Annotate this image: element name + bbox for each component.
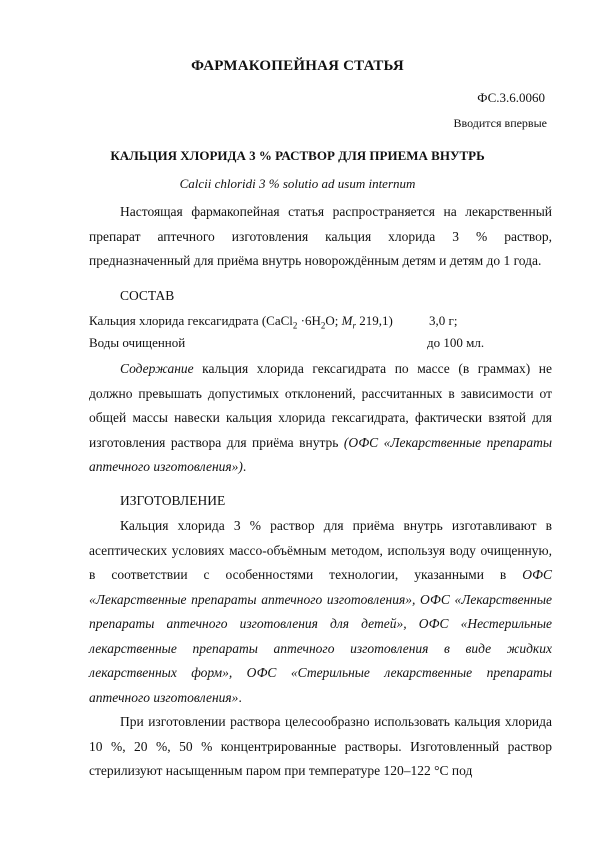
content-paragraph: Содержание кальция хлорида гексагидрата по массе (в граммах) не должно превышать допустимых отклонений, рассчитанных в зависимости от общей массы навески кальция хлорида гексагидрата, фактически взятой для изготовления раствора для приёма внутрь (ОФС «Лекарственные препараты аптечного изготовления»).	[89, 361, 552, 474]
intro-paragraph	[89, 200, 552, 274]
ingredient-name: Кальция хлорида гексагидрата (CaCl$_2$ $\cdot 6H_2O$; $M_r$ 219,1)	[89, 313, 393, 331]
manufacture-heading: ИЗГОТОВЛЕНИЕ	[120, 493, 226, 508]
introduced-note: Вводится впервые	[453, 116, 547, 130]
ingredient-quantity: до 100 мл.	[427, 335, 485, 350]
document-title: ФАРМАКОПЕЙНАЯ СТАТЬЯ	[191, 58, 404, 74]
content-text: кальция хлорида гексагидрата по массе (в граммах) не должно превышать допустимых отклонений, рассчитанных в зависимости от общей массы навески кальция хлорида гексагидрата, фактически взятой для изготовления раствора для приёма внутрь	[89, 361, 552, 450]
composition-heading: СОСТАВ	[120, 288, 175, 303]
manufacture-paragraph-2	[89, 710, 552, 784]
manufacture-references: ОФС «Лекарственные препараты аптечного изготовления», ОФС «Лекарственные препараты аптечного изготовления для детей», ОФС «Нестерильные лекарственные препараты аптечного изготовления в виде жидких лекарственных форм», ОФС «Стерильные лекарственные препараты аптечного изготовления»	[89, 567, 552, 705]
composition-row	[89, 335, 552, 357]
ingredient-name: Воды очищенной	[89, 335, 186, 350]
intro-text: Настоящая фармакопейная статья распространяется на лекарственный препарат аптечного изготовления кальция хлорида 3 % раствор, предназначенный для приёма внутрь новорождённым детям и детям до 1 года.	[89, 204, 552, 268]
content-reference: (ОФС «Лекарственные препараты аптечного изготовления»)	[89, 434, 552, 474]
manufacture-text: Кальция хлорида 3 % раствор для приёма внутрь изготавливают в асептических условиях массо-объёмным методом, используя воду очищенную, в соответствии с особенностями технологии, указанными в	[89, 518, 552, 582]
monograph-code: ФС.3.6.0060	[477, 90, 545, 105]
manufacture-paragraph-1: Кальция хлорида 3 % раствор для приёма внутрь изготавливают в асептических условиях массо-объёмным методом, используя воду очищенную, в соответствии с особенностями технологии, указанными в ОФС «Лекарственные препараты аптечного изготовления», ОФС «Лекарственные препараты аптечного изготовления для детей», ОФС «Нестерильные лекарственные препараты аптечного изготовления в виде жидких лекарственных форм», ОФС «Стерильные лекарственные препараты аптечного изготовления».	[89, 518, 552, 705]
manufacture-text-2: При изготовлении раствора целесообразно использовать кальция хлорида 10 %, 20 %, 50 % концентрированные растворы. Изготовленный раствор стерилизуют насыщенным паром при температуре 120–122 °С под	[89, 714, 552, 778]
substance-name: КАЛЬЦИЯ ХЛОРИДА 3 % РАСТВОР ДЛЯ ПРИЕМА ВНУТРЬ	[110, 148, 485, 163]
ingredient-quantity: 3,0 г;	[429, 313, 458, 328]
content-lead: Содержание	[120, 361, 194, 376]
substance-latin-name: Calcii chloridi 3 % solutio ad usum internum	[179, 176, 416, 191]
composition-row	[89, 313, 552, 335]
